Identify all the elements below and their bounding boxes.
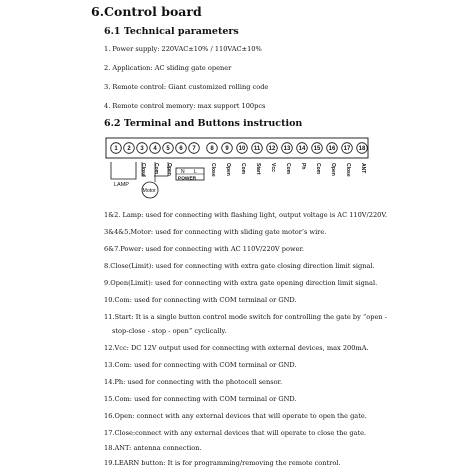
terminal-number: 17 xyxy=(343,146,351,153)
terminal-number: 4 xyxy=(153,146,157,153)
desc-line: 14.Ph: used for connecting with the photocell sensor. xyxy=(104,378,283,386)
terminal-label-com-motor: Com xyxy=(153,163,159,175)
lamp-label: LAMP xyxy=(114,182,129,188)
terminal-number: 7 xyxy=(192,146,196,153)
terminal-number: 14 xyxy=(298,146,306,153)
param-item: 1. Power supply: 220VAC±10% / 110VAC±10% xyxy=(104,45,262,53)
terminal-label-com: Com xyxy=(315,163,321,175)
page-title: 6.Control board xyxy=(91,4,202,19)
desc-line: 9.Open(Limit): used for connecting with extra gate opening direction limit signal. xyxy=(104,279,378,287)
terminal-diagram xyxy=(100,132,372,212)
section-heading-terminal: 6.2 Terminal and Buttons instruction xyxy=(104,118,303,129)
terminal-number: 15 xyxy=(313,146,321,153)
terminal-number: 1 xyxy=(114,146,118,153)
motor-label: Motor xyxy=(142,188,156,194)
terminal-label-close-2: Close xyxy=(345,163,351,177)
power-label: POWER xyxy=(178,176,197,182)
desc-line: 6&7.Power: used for connecting with AC 110V/220V power. xyxy=(104,245,305,253)
terminal-number: 9 xyxy=(225,146,229,153)
desc-line: 3&4&5.Motor: used for connecting with sliding gate motor’s wire. xyxy=(104,228,327,236)
terminal-label-close-motor: Close xyxy=(140,163,146,177)
desc-line: 19.LEARN button: It is for programming/removing the remote control. xyxy=(104,459,341,467)
desc-line: 17.Close:connect with any external devices that will operate to close the gate. xyxy=(104,429,367,437)
terminal-number: 18 xyxy=(358,146,366,153)
terminal-label-open: Open xyxy=(225,163,231,176)
desc-line: 16.Open: connect with any external devices that will operate to open the gate. xyxy=(104,412,367,420)
terminal-number: 16 xyxy=(328,146,336,153)
param-item: 3. Remote control: Giant customized rolling code xyxy=(104,83,269,91)
terminal-number: 5 xyxy=(166,146,170,153)
desc-line: 8.Close(Limit): used for connecting with extra gate closing direction limit signal. xyxy=(104,262,375,270)
desc-line: 13.Com: used for connecting with COM terminal or GND. xyxy=(104,361,297,369)
terminal-number: 2 xyxy=(127,146,131,153)
param-item: 2. Application: AC sliding gate opener xyxy=(104,64,232,72)
desc-line: 1&2. Lamp: used for connecting with flashing light, output voltage is AC 110V/220V. xyxy=(104,211,388,219)
desc-line: 11.Start: It is a single button control mode switch for controlling the gate by “open - xyxy=(104,313,387,321)
terminal-label-com: Com xyxy=(285,163,291,175)
terminal-number: 10 xyxy=(238,146,246,153)
terminal-label-start: Start xyxy=(255,163,261,175)
terminal-number: 6 xyxy=(179,146,183,153)
power-n-label: N xyxy=(181,169,185,175)
terminal-number: 12 xyxy=(268,146,276,153)
desc-line: 18.ANT: antenna connection. xyxy=(104,444,202,452)
terminal-number: 8 xyxy=(210,146,214,153)
power-l-label: L xyxy=(194,169,197,175)
desc-line: 12.Vcc: DC 12V output used for connecting with external devices, max 200mA. xyxy=(104,344,369,352)
desc-line: stop-close - stop - open” cyclically. xyxy=(112,327,227,335)
terminal-number: 13 xyxy=(283,146,291,153)
terminal-label-open-2: Open xyxy=(330,163,336,176)
terminal-label-close: Close xyxy=(210,163,216,177)
param-item: 4. Remote control memory: max support 100pcs xyxy=(104,102,266,110)
terminal-label-open-motor: Open xyxy=(166,163,172,176)
desc-line: 15.Com: used for connecting with COM terminal or GND. xyxy=(104,395,297,403)
terminal-label-vcc: Vcc xyxy=(270,163,276,172)
terminal-number: 3 xyxy=(140,146,144,153)
terminal-label-ph: Ph xyxy=(300,163,306,170)
terminal-label-com: Com xyxy=(240,163,246,175)
section-heading-technical: 6.1 Technical parameters xyxy=(104,26,239,37)
terminal-number: 11 xyxy=(253,146,261,153)
lamp-bracket xyxy=(111,162,136,179)
desc-line: 10.Com: used for connecting with COM terminal or GND. xyxy=(104,296,297,304)
terminal-label-ant: ANT xyxy=(360,163,366,174)
